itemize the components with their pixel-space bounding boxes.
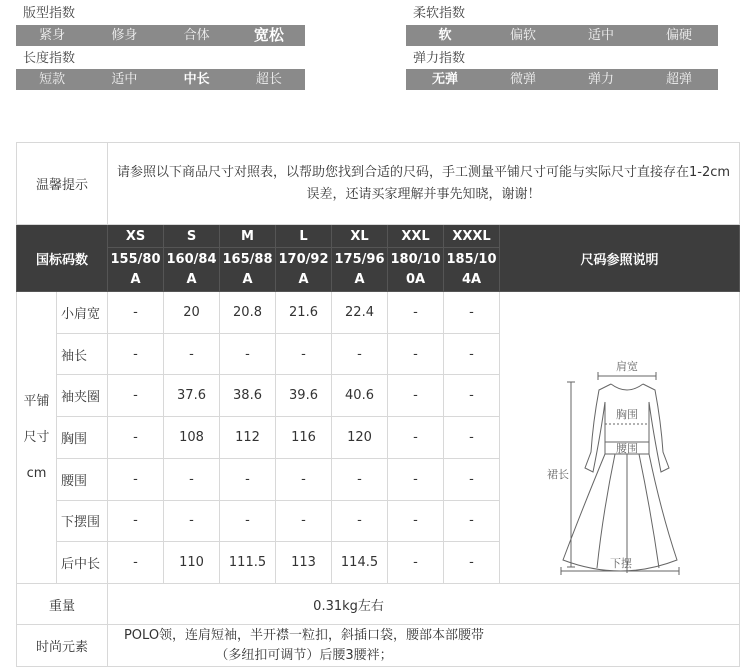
tip-label: 温馨提示 [17,143,108,225]
intl-code-cell [276,248,332,292]
measurement-value: - [220,500,276,542]
measurement-value: - [108,292,164,334]
measurement-value: - [108,500,164,542]
measurement-value: 111.5 [220,542,276,584]
measurement-value: 108 [164,417,220,459]
intl-code-line1: 175/96 [334,251,385,267]
measurement-value: - [276,500,332,542]
measurement-name: 小肩宽 [57,292,108,334]
measurement-value: - [220,458,276,500]
measurement-value: - [164,458,220,500]
weight-label: 重量 [17,584,108,625]
size-header: XXXL [444,225,500,248]
intl-code-line2: A [186,271,197,287]
measurement-value: 116 [276,417,332,459]
softness-option: 偏硬 [665,28,692,43]
measurement-value: 112 [220,417,276,459]
elasticity-option: 无弹 [431,72,458,87]
measurement-value: - [444,292,500,334]
intl-code-line2: A [130,271,141,287]
elasticity-index-title: 弹力指数 [413,51,466,66]
intl-code-cell [220,248,276,292]
size-header: M [220,225,276,248]
measurement-value: - [388,292,444,334]
intl-size-label: 国标码数 [17,225,108,292]
length-label: 裙长 [546,468,569,481]
elasticity-option: 微弹 [509,72,536,87]
measurement-value: 37.6 [164,375,220,417]
measurement-name: 胸围 [57,417,108,459]
size-header: XS [108,225,164,248]
measurement-value: - [388,333,444,375]
weight-value: 0.31kg左右 [108,584,740,625]
tip-text: 请参照以下商品尺寸对照表，以帮助您找到合适的尺码，手工测量平铺尺寸可能与实际尺寸直接存在1-2cm误差，还请买家理解并事先知晓，谢谢！ [108,143,740,225]
measurement-value: - [444,417,500,459]
measurement-value: - [388,500,444,542]
flat-size-group-label [17,292,57,584]
measurement-value: - [444,375,500,417]
elasticity-option: 超弹 [665,72,692,87]
size-chart-table [16,142,740,667]
measurement-value: - [444,500,500,542]
softness-option: 软 [438,28,452,43]
size-reference-label: 尺码参照说明 [500,225,740,292]
chest-label: 胸围 [615,408,638,421]
waist-label: 腰围 [615,442,638,455]
measurement-value: - [388,542,444,584]
measurement-value: - [388,458,444,500]
fashion-elements [108,625,740,667]
intl-code-line2: 0A [405,271,426,287]
group-label-line: cm [26,465,47,481]
measurement-value: 21.6 [276,292,332,334]
measurement-value: - [108,458,164,500]
measurement-value: - [108,375,164,417]
dress-diagram-cell [500,292,740,584]
measurement-value: - [108,417,164,459]
measurement-value: 20.8 [220,292,276,334]
measurement-value: - [108,333,164,375]
measurement-value: - [444,542,500,584]
measurement-name: 袖夹圈 [57,375,108,417]
fashion-line-2: （多纽扣可调节）后腰3腰袢； [215,647,393,663]
intl-code-line2: A [242,271,253,287]
fit-option: 修身 [111,28,138,43]
intl-code-cell [444,248,500,292]
group-label-line: 平铺 [23,393,50,409]
intl-code-line2: 4A [461,271,482,287]
length-index-title: 长度指数 [23,51,76,66]
size-header: XXL [388,225,444,248]
measurement-value: - [164,500,220,542]
dress-diagram [501,292,739,579]
softness-option: 适中 [587,28,614,43]
fit-index-bar [16,25,305,46]
intl-code-cell [388,248,444,292]
measurement-value: - [388,417,444,459]
intl-code-cell [108,248,164,292]
measurement-value: - [108,542,164,584]
measurement-value: 40.6 [332,375,388,417]
measurement-value: 39.6 [276,375,332,417]
elasticity-index-bar [406,69,718,90]
fit-option: 宽松 [253,26,284,44]
length-option: 中长 [183,72,210,87]
measurement-value: 113 [276,542,332,584]
measurement-name: 后中长 [57,542,108,584]
softness-index-bar [406,25,718,46]
measurement-value: - [164,333,220,375]
size-header: L [276,225,332,248]
measurement-value: - [332,458,388,500]
intl-code-cell [332,248,388,292]
measurement-value: - [444,333,500,375]
fit-option: 合体 [183,28,210,43]
measurement-value: 120 [332,417,388,459]
fashion-label: 时尚元素 [17,625,108,667]
measurement-value: - [276,333,332,375]
measurement-value: 38.6 [220,375,276,417]
length-option: 超长 [255,72,282,87]
length-option: 短款 [39,72,66,87]
fit-index-title: 版型指数 [23,6,76,21]
measurement-value: 22.4 [332,292,388,334]
measurement-value: - [388,375,444,417]
measurement-name: 袖长 [57,333,108,375]
measurement-value: - [276,458,332,500]
fit-option: 紧身 [39,28,66,43]
intl-code-line1: 185/10 [446,251,497,267]
fashion-line-1: POLO领，连肩短袖，半开襟一粒扣，斜插口袋，腰部本部腰带 [123,627,485,643]
shoulder-label: 肩宽 [615,360,638,373]
size-header: XL [332,225,388,248]
group-label-line: 尺寸 [23,429,50,445]
measurement-name: 腰围 [57,458,108,500]
softness-option: 偏软 [509,28,536,43]
intl-code-line1: 155/80 [110,251,161,267]
length-option: 适中 [111,72,138,87]
measurement-name: 下摆围 [57,500,108,542]
measurement-value: - [332,500,388,542]
softness-index-title: 柔软指数 [413,6,466,21]
measurement-value: - [220,333,276,375]
measurement-value: - [332,333,388,375]
intl-code-line2: A [354,271,365,287]
measurement-value: 20 [164,292,220,334]
intl-code-line1: 180/10 [390,251,441,267]
length-index-bar [16,69,305,90]
table-row [17,292,740,334]
intl-code-cell [164,248,220,292]
elasticity-option: 弹力 [587,72,614,87]
measurement-value: 114.5 [332,542,388,584]
size-header: S [164,225,220,248]
measurement-value: - [444,458,500,500]
intl-code-line1: 165/88 [222,251,273,267]
intl-code-line1: 160/84 [166,251,217,267]
measurement-value: 110 [164,542,220,584]
hem-label: 下摆 [609,557,632,570]
intl-code-line1: 170/92 [278,251,329,267]
intl-code-line2: A [298,271,309,287]
